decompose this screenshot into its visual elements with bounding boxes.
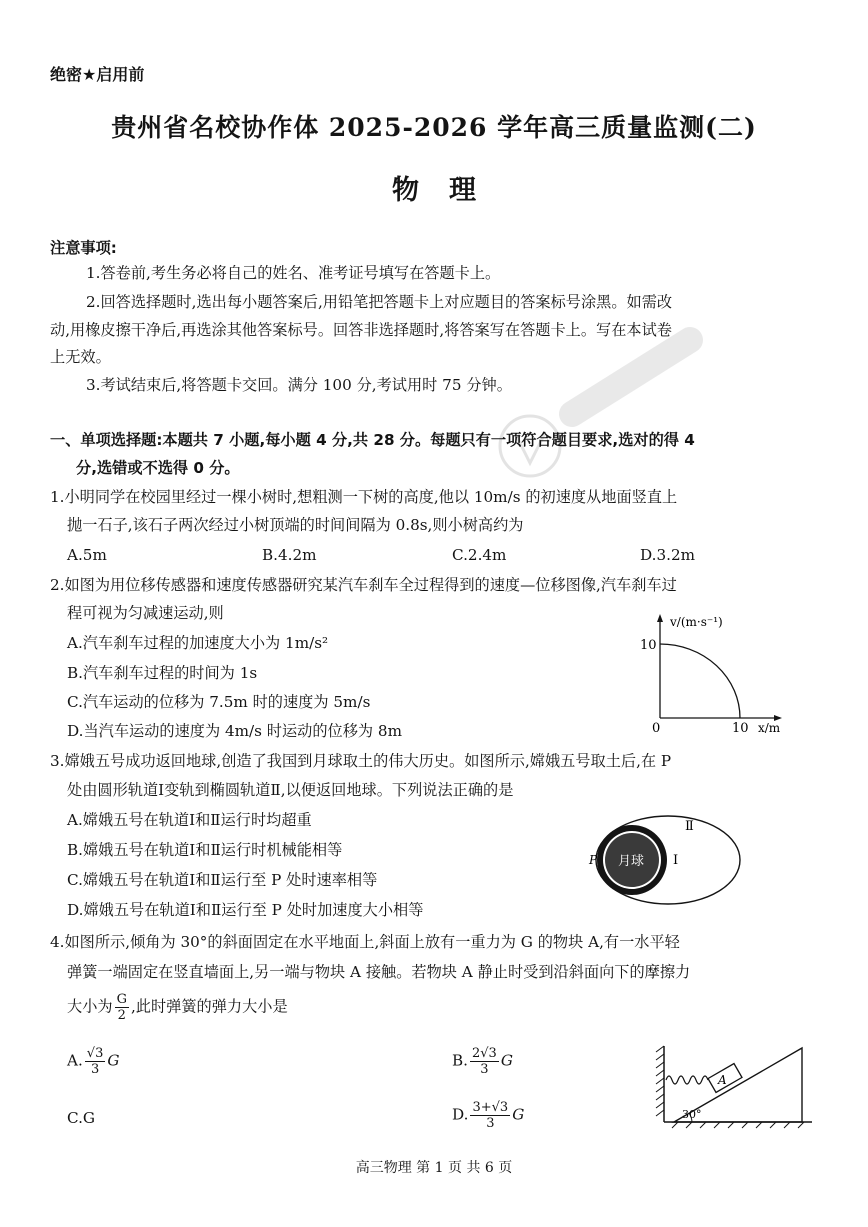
q1-option-a: A.5m bbox=[67, 546, 107, 564]
moon-label: 月球 bbox=[618, 854, 645, 869]
graph-x-tick: 10 bbox=[732, 721, 749, 736]
secret-mark: 绝密★启用前 bbox=[50, 65, 145, 84]
section-1-line-1: 一、单项选择题:本题共 7 小题,每小题 4 分,共 28 分。每题只有一项符合题目要求,选对的得 4 bbox=[50, 431, 695, 449]
q4-fraction-g-over-2: $\frac{G}{2}$ bbox=[116, 992, 127, 1023]
q4-incline-figure bbox=[652, 1040, 822, 1130]
q4-line-1: 4.如图所示,倾角为 30°的斜面固定在水平地面上,斜面上放有一重力为 G 的物块 A,有一水平轻 bbox=[50, 933, 680, 951]
q2-line-1: 2.如图为用位移传感器和速度传感器研究某汽车刹车全过程得到的速度—位移图像,汽车刹车过 bbox=[50, 576, 677, 594]
q3-option-a: A.嫦娥五号在轨道Ⅰ和Ⅱ运行时均超重 bbox=[67, 811, 312, 829]
q1-option-d: D.3.2m bbox=[640, 546, 696, 564]
graph-origin: 0 bbox=[652, 721, 661, 736]
ground-hatching bbox=[672, 1122, 804, 1128]
q4-line-3: 大小为 $\frac{G}{2}$ ,此时弹簧的弹力大小是 bbox=[67, 992, 288, 1023]
q2-option-b: B.汽车刹车过程的时间为 1s bbox=[67, 664, 258, 682]
q4-option-d: D. $\frac{3+√3}{3}$ G bbox=[452, 1100, 525, 1131]
q4-option-b: B. $\frac{2√3}{3}$ G bbox=[452, 1046, 513, 1077]
point-p-label: P bbox=[589, 853, 598, 867]
page-footer: 高三物理 第 1 页 共 6 页 bbox=[355, 1160, 513, 1176]
orbit-i-label: Ⅰ bbox=[673, 853, 679, 868]
q4-option-a: A. $\frac{√3}{3}$ G bbox=[67, 1046, 120, 1077]
notice-heading: 注意事项: bbox=[50, 239, 117, 257]
notice-item-2-line-2: 动,用橡皮擦干净后,再选涂其他答案标号。回答非选择题时,将答案写在答题卡上。写在本试卷 bbox=[50, 321, 672, 339]
notice-item-3: 3.考试结束后,将答题卡交回。满分 100 分,考试用时 75 分钟。 bbox=[86, 376, 512, 394]
q3-option-d: D.嫦娥五号在轨道Ⅰ和Ⅱ运行至 P 处时加速度大小相等 bbox=[67, 901, 424, 919]
q1-option-c: C.2.4m bbox=[452, 546, 507, 564]
watermark-logo bbox=[490, 318, 720, 488]
notice-item-2-line-1: 2.回答选择题时,选出每小题答案后,用铅笔把答题卡上对应题目的答案标号涂黑。如需改 bbox=[86, 293, 673, 311]
q2-vx-graph bbox=[630, 612, 800, 742]
page-title: 贵州省名校协作体 2025-2026 学年高三质量监测(二) bbox=[111, 113, 757, 142]
graph-y-tick: 10 bbox=[640, 638, 657, 653]
q2-line-2: 程可视为匀减速运动,则 bbox=[67, 604, 224, 622]
y-axis-arrow bbox=[657, 614, 663, 622]
q3-line-1: 3.嫦娥五号成功返回地球,创造了我国到月球取土的伟大历史。如图所示,嫦娥五号取土后,在 P bbox=[50, 752, 672, 770]
q4-line-2: 弹簧一端固定在竖直墙面上,另一端与物块 A 接触。若物块 A 静止时受到沿斜面向下的摩擦力 bbox=[67, 963, 691, 981]
q3-orbit-figure bbox=[585, 810, 745, 910]
angle-label: 30° bbox=[682, 1108, 702, 1121]
q3-option-c: C.嫦娥五号在轨道Ⅰ和Ⅱ运行至 P 处时速率相等 bbox=[67, 871, 378, 889]
notice-item-2-line-3: 上无效。 bbox=[50, 348, 111, 366]
graph-x-label: x/m bbox=[758, 721, 781, 735]
q2-option-d: D.当汽车运动的速度为 4m/s 时运动的位移为 8m bbox=[67, 722, 402, 740]
block-a-label: A bbox=[718, 1073, 727, 1087]
spring bbox=[666, 1076, 708, 1084]
q3-line-2: 处由圆形轨道Ⅰ变轨到椭圆轨道Ⅱ,以便返回地球。下列说法正确的是 bbox=[67, 781, 514, 799]
q1-line-2: 抛一石子,该石子两次经过小树顶端的时间间隔为 0.8s,则小树高约为 bbox=[67, 516, 524, 534]
q3-option-b: B.嫦娥五号在轨道Ⅰ和Ⅱ运行时机械能相等 bbox=[67, 841, 343, 859]
q1-line-1: 1.小明同学在校园里经过一棵小树时,想粗测一下树的高度,他以 10m/s 的初速度从地面竖直上 bbox=[50, 488, 678, 506]
q2-option-c: C.汽车运动的位移为 7.5m 时的速度为 5m/s bbox=[67, 693, 371, 711]
orbit-ii-label: Ⅱ bbox=[685, 819, 694, 834]
section-1-line-2: 分,选错或不选得 0 分。 bbox=[76, 459, 240, 477]
q2-option-a: A.汽车刹车过程的加速度大小为 1m/s² bbox=[67, 634, 329, 652]
velocity-curve bbox=[660, 644, 740, 718]
wall-hatching bbox=[656, 1046, 664, 1116]
notice-item-1: 1.答卷前,考生务必将自己的姓名、准考证号填写在答题卡上。 bbox=[86, 264, 501, 282]
q4-option-c: C.G bbox=[67, 1109, 96, 1127]
q1-option-b: B.4.2m bbox=[262, 546, 317, 564]
subject-title: 物理 bbox=[392, 175, 506, 206]
graph-y-label: v/(m·s⁻¹) bbox=[670, 615, 723, 629]
